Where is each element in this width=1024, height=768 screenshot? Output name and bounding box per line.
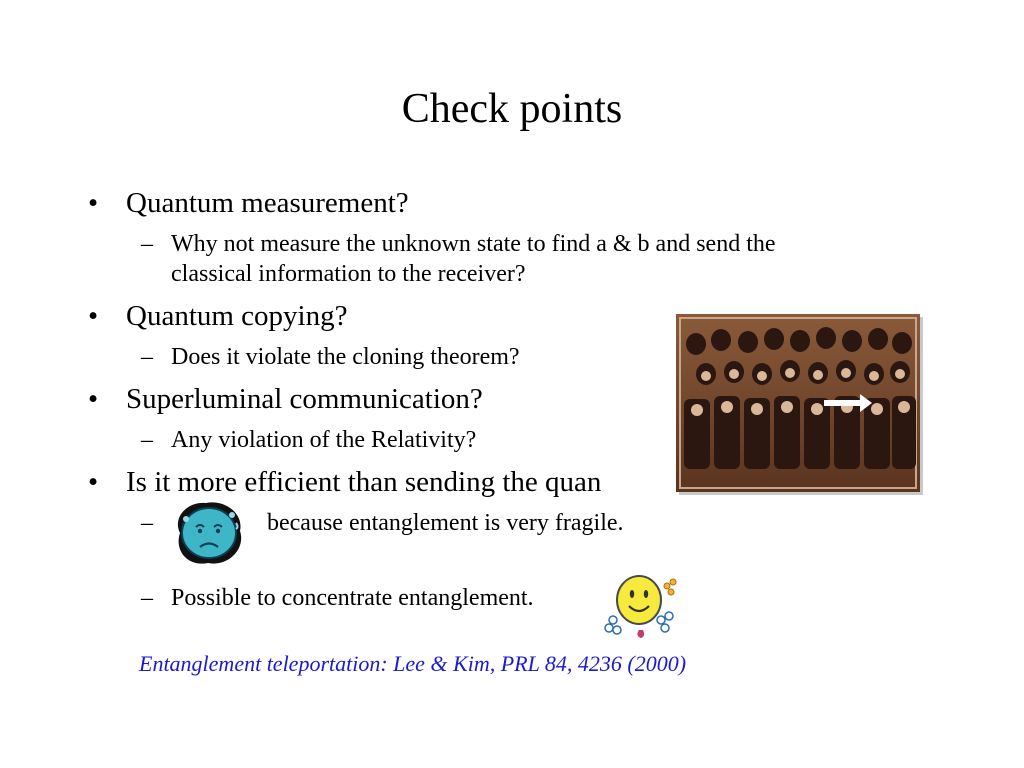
sad-face-icon xyxy=(170,497,248,569)
bullet-mark: • xyxy=(88,466,99,498)
happy-face-icon xyxy=(603,570,677,640)
sub-text: Any violation of the Relativity? xyxy=(171,427,477,453)
sub-text: Possible to concentrate entanglement. xyxy=(171,585,534,611)
group-photo xyxy=(676,314,920,492)
sub-mark: – xyxy=(141,510,153,536)
bullet-text: Superluminal communication? xyxy=(126,383,483,415)
bullet-mark: • xyxy=(88,383,99,415)
sub-text: Does it violate the cloning theorem? xyxy=(171,344,520,370)
bullet-text: Quantum measurement? xyxy=(126,187,409,219)
group-photo-graphic xyxy=(676,314,920,492)
bullet-mark: • xyxy=(88,187,99,219)
sub-text: because entanglement is very fragile. xyxy=(267,510,624,536)
sub-text-line2: classical information to the receiver? xyxy=(171,261,526,287)
sub-text-line1: Why not measure the unknown state to find a & b and send the xyxy=(171,231,776,257)
sub-mark: – xyxy=(141,231,153,257)
bullet-text: Quantum copying? xyxy=(126,300,348,332)
bullet-mark: • xyxy=(88,300,99,332)
bullet-text: Is it more efficient than sending the quan xyxy=(126,466,602,498)
citation[interactable]: Entanglement teleportation: Lee & Kim, PRL 84, 4236 (2000) xyxy=(139,651,687,676)
slide-title: Check points xyxy=(401,86,623,132)
sub-mark: – xyxy=(141,344,153,370)
sub-mark: – xyxy=(141,427,153,453)
sub-mark: – xyxy=(141,585,153,611)
